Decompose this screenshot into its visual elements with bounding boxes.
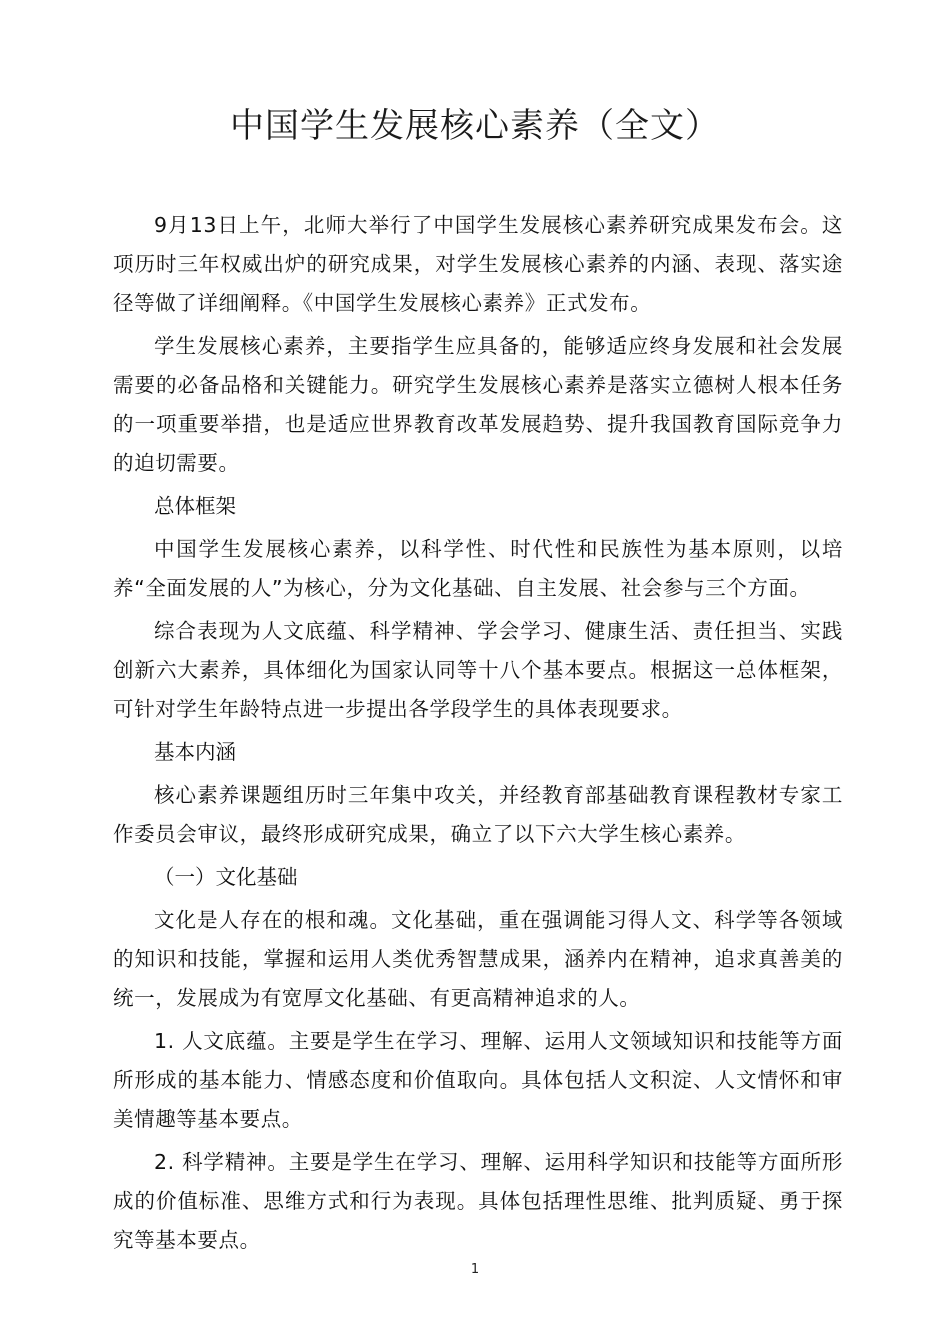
paragraph-intro: 9月13日上午，北师大举行了中国学生发展核心素养研究成果发布会。这项历时三年权威出炉的研究成果，对学生发展核心素养的内涵、表现、落实途径等做了详细阐释。《中国学生发展核心素养》正式发布。: [113, 213, 843, 315]
paragraph-research: 核心素养课题组历时三年集中攻关，并经教育部基础教育课程教材专家工作委员会审议，最终形成研究成果，确立了以下六大学生核心素养。: [113, 783, 843, 846]
paragraph-framework: 中国学生发展核心素养，以科学性、时代性和民族性为基本原则，以培养“全面发展的人”为核心，分为文化基础、自主发展、社会参与三个方面。: [113, 537, 843, 600]
paragraph-definition: 学生发展核心素养，主要指学生应具备的，能够适应终身发展和社会发展需要的必备品格和关键能力。研究学生发展核心素养是落实立德树人根本任务的一项重要举措，也是适应世界教育改革发展趋势、提升我国教育国际竞争力的迫切需要。: [113, 334, 843, 475]
paragraph-cultural-foundation: 文化是人存在的根和魂。文化基础，重在强调能习得人文、科学等各领域的知识和技能，掌握和运用人类优秀智慧成果，涵养内在精神，追求真善美的统一，发展成为有宽厚文化基础、有更高精神追求的人。: [113, 908, 843, 1010]
section-heading-cultural-foundation: （一）文化基础: [154, 865, 298, 889]
paragraph-humanistic-heritage: 1. 人文底蕴。主要是学生在学习、理解、运用人文领域知识和技能等方面所形成的基本能力、情感态度和价值取向。具体包括人文积淀、人文情怀和审美情趣等基本要点。: [113, 1029, 843, 1131]
section-heading-framework: 总体框架: [154, 494, 236, 518]
document-title: 中国学生发展核心素养（全文）: [230, 106, 720, 146]
document-body: [113, 206, 843, 1264]
paragraph-scientific-spirit: 2. 科学精神。主要是学生在学习、理解、运用科学知识和技能等方面所形成的价值标准、思维方式和行为表现。具体包括理性思维、批判质疑、勇于探究等基本要点。: [113, 1150, 843, 1252]
section-heading-connotation: 基本内涵: [154, 740, 236, 764]
page-number: 1: [470, 1262, 480, 1277]
paragraph-six-qualities: 综合表现为人文底蕴、科学精神、学会学习、健康生活、责任担当、实践创新六大素养，具体细化为国家认同等十八个基本要点。根据这一总体框架，可针对学生年龄特点进一步提出各学段学生的具体表现要求。: [113, 619, 843, 721]
